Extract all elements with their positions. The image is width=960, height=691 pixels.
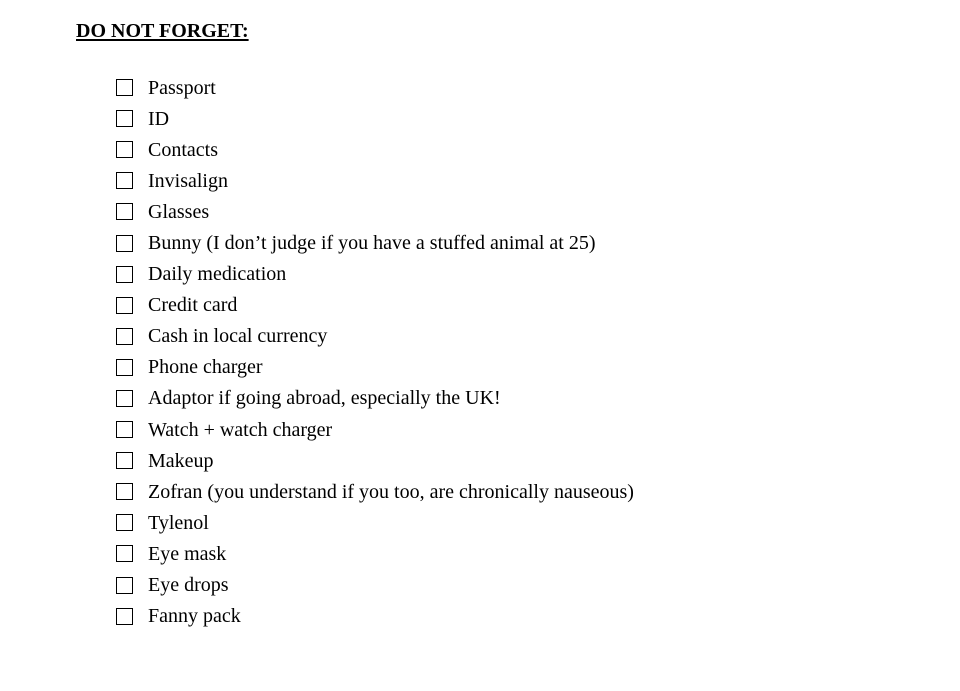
checklist-item-label: Fanny pack — [148, 605, 241, 628]
checklist-item-zofran — [116, 476, 634, 507]
checkbox[interactable] — [116, 514, 133, 531]
checklist-item-fanny-pack — [116, 601, 634, 632]
checklist-item-eye-drops — [116, 570, 634, 601]
checkbox[interactable] — [116, 545, 133, 562]
checklist-item-label: Phone charger — [148, 356, 263, 379]
checkbox[interactable] — [116, 235, 133, 252]
checklist-item-eye-mask — [116, 538, 634, 569]
checklist-item-contacts — [116, 134, 634, 165]
checkbox[interactable] — [116, 452, 133, 469]
checklist-item-label: Credit card — [148, 294, 238, 317]
checklist-item-label: Bunny (I don’t judge if you have a stuffed animal at 25) — [148, 232, 596, 255]
checklist-item-label: Eye drops — [148, 574, 229, 597]
checklist-item-label: Zofran (you understand if you too, are chronically nauseous) — [148, 480, 634, 503]
checkbox[interactable] — [116, 608, 133, 625]
checkbox[interactable] — [116, 359, 133, 376]
checklist-item-id — [116, 103, 634, 134]
checklist-item-label: ID — [148, 107, 170, 130]
checklist-item-label: Eye mask — [148, 542, 227, 565]
checklist-item-label: Makeup — [148, 449, 214, 472]
checklist-item-label: Adaptor if going abroad, especially the UK! — [148, 387, 501, 410]
checklist-item-label: Watch + watch charger — [148, 418, 333, 441]
checklist-item-glasses — [116, 196, 634, 227]
checkbox[interactable] — [116, 421, 133, 438]
checkbox[interactable] — [116, 266, 133, 283]
checkbox[interactable] — [116, 110, 133, 127]
checklist-heading: DO NOT FORGET: — [76, 20, 249, 42]
checklist-item-invisalign — [116, 165, 634, 196]
checkbox[interactable] — [116, 172, 133, 189]
checkbox[interactable] — [116, 79, 133, 96]
checklist-item-label: Invisalign — [148, 169, 228, 192]
checklist-item-bunny — [116, 227, 634, 258]
checklist-item-watch — [116, 414, 634, 445]
checkbox[interactable] — [116, 328, 133, 345]
checklist-item-label: Tylenol — [148, 511, 209, 534]
checklist-item-label: Contacts — [148, 138, 218, 161]
checklist-item-tylenol — [116, 507, 634, 538]
checkbox[interactable] — [116, 203, 133, 220]
checklist-item-passport — [116, 72, 634, 103]
checklist-item-daily-medication — [116, 259, 634, 290]
checklist-item-label: Passport — [148, 76, 216, 99]
packing-checklist — [116, 72, 634, 632]
checklist-item-label: Cash in local currency — [148, 325, 328, 348]
checklist-item-adaptor — [116, 383, 634, 414]
checkbox[interactable] — [116, 390, 133, 407]
checkbox[interactable] — [116, 483, 133, 500]
checkbox[interactable] — [116, 141, 133, 158]
checklist-item-cash — [116, 321, 634, 352]
checkbox[interactable] — [116, 297, 133, 314]
checklist-item-label: Glasses — [148, 200, 210, 223]
checkbox[interactable] — [116, 577, 133, 594]
checklist-item-phone-charger — [116, 352, 634, 383]
checklist-item-label: Daily medication — [148, 263, 287, 286]
checklist-item-makeup — [116, 445, 634, 476]
checklist-item-credit-card — [116, 290, 634, 321]
